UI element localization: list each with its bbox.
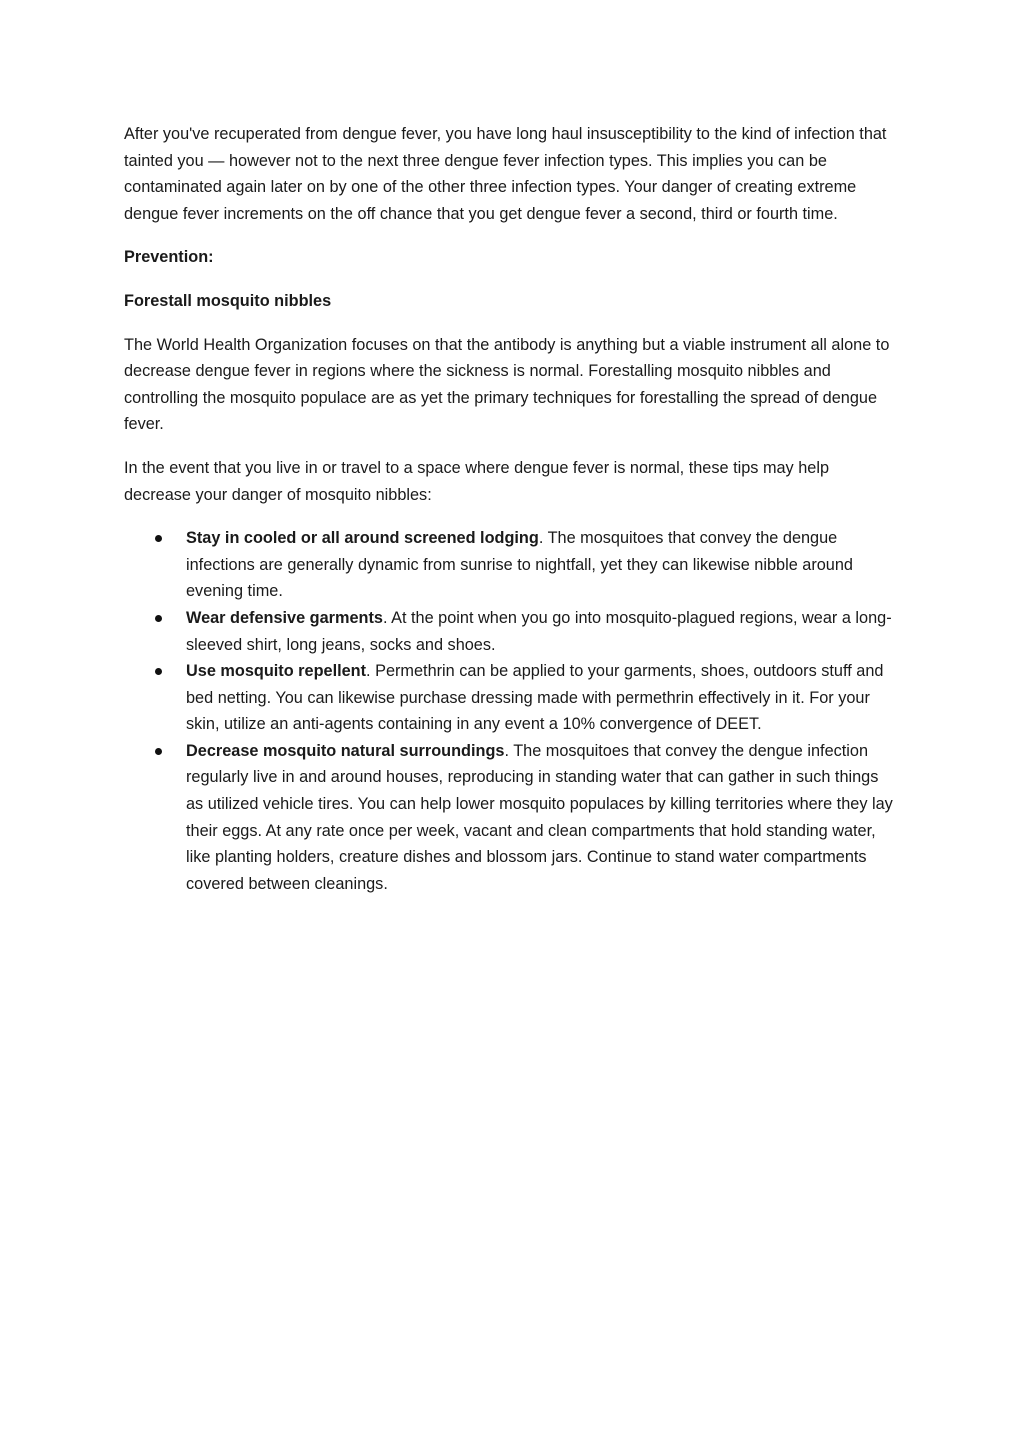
forestall-heading: Forestall mosquito nibbles <box>124 291 332 310</box>
list-item <box>124 525 899 605</box>
tip-text: . The mosquitoes that convey the dengue infections are generally dynamic from sunrise to nightfall, yet they can likewise nibble around evening time. <box>186 529 853 601</box>
bullet-icon <box>155 615 162 622</box>
tip-text: . At the point when you go into mosquito-plagued regions, wear a long-sleeved shirt, long jeans, socks and shoes. <box>186 608 892 654</box>
who-paragraph: The World Health Organization focuses on that the antibody is anything but a viable instrument all alone to decrease dengue fever in regions where the sickness is normal. Forestalling mosquito nibbles and controlling the mosquito populace are as yet the primary techniques for forestalling the spread of dengue fever. <box>124 335 890 434</box>
list-item <box>124 658 899 738</box>
tips-list <box>124 525 899 897</box>
bullet-icon <box>155 535 162 542</box>
tip-lead: Use mosquito repellent <box>186 662 367 681</box>
tip-lead: Decrease mosquito natural surroundings <box>186 741 505 760</box>
list-item <box>124 605 899 658</box>
prevention-heading: Prevention: <box>124 248 214 267</box>
tips-intro-paragraph: In the event that you live in or travel to a space where dengue fever is normal, these tips may help decrease your danger of mosquito nibbles: <box>124 458 830 504</box>
tip-text: . The mosquitoes that convey the dengue infection regularly live in and around houses, reproducing in standing water that can gather in such things as utilized vehicle tires. You can help lower mosquito populaces by killing territories where they lay their eggs. At any rate once per week, vacant and clean compartments that hold standing water, like planting holders, creature dishes and blossom jars. Continue to stand water compartments covered between cleanings. <box>186 741 893 893</box>
bullet-icon <box>155 748 162 755</box>
tip-lead: Wear defensive garments <box>186 608 383 627</box>
document-page <box>124 121 899 897</box>
tip-lead: Stay in cooled or all around screened lodging <box>186 529 539 548</box>
intro-paragraph: After you've recuperated from dengue fever, you have long haul insusceptibility to the kind of infection that tainted you — however not to the next three dengue fever infection types. This implies you can be contaminated again later on by one of the other three infection types. Your danger of creating extreme dengue fever increments on the off chance that you get dengue fever a second, third or fourth time. <box>124 125 887 223</box>
list-item <box>124 738 899 898</box>
tip-text: . Permethrin can be applied to your garments, shoes, outdoors stuff and bed netting. You can likewise purchase dressing made with permethrin effectively in it. For your skin, utilize an anti-agents containing in any event a 10% convergence of DEET. <box>186 662 884 734</box>
bullet-icon <box>155 668 162 675</box>
